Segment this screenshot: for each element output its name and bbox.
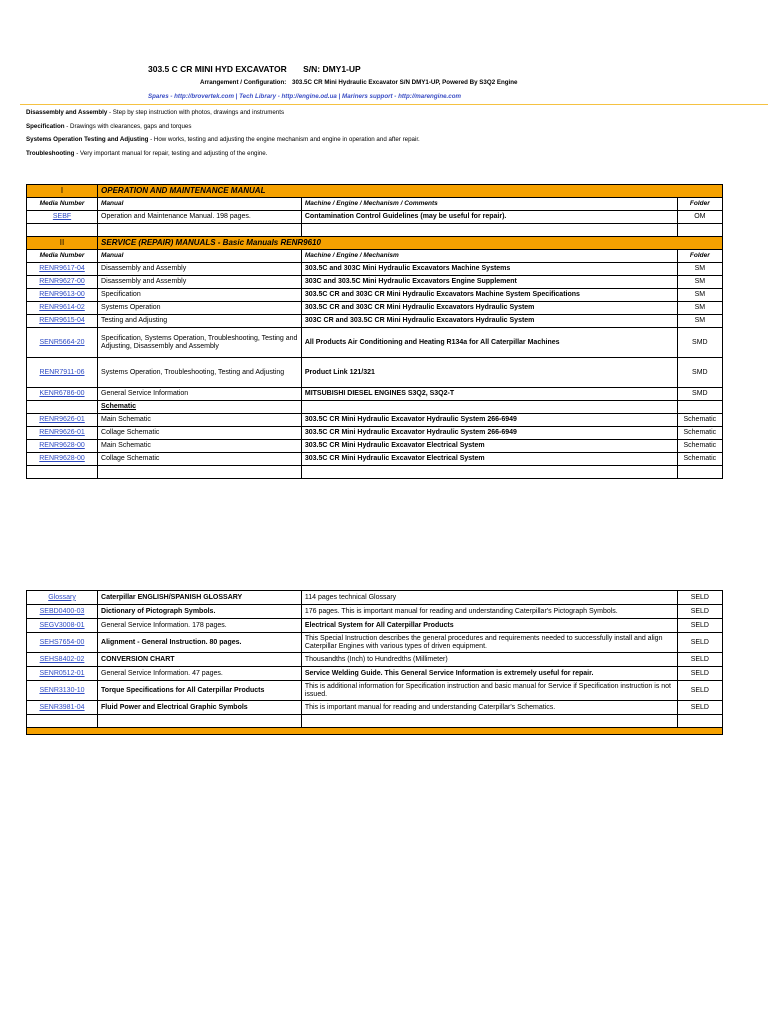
media-number-link[interactable]: RENR9617-04: [27, 263, 98, 276]
empty-cell: [301, 715, 677, 728]
table-row: [27, 358, 723, 388]
column-header: Manual: [98, 198, 302, 211]
empty-cell: [27, 715, 98, 728]
legend-troubleshooting: Troubleshooting - Very important manual for repair, testing and adjusting of the engine.: [26, 150, 268, 157]
manual-cell: Specification: [98, 289, 302, 302]
table-row: [27, 289, 723, 302]
section-header-row: [27, 237, 723, 250]
legend-disassembly: Disassembly and Assembly - Step by step instruction with photos, drawings and instruments: [26, 109, 285, 116]
manual-cell: Disassembly and Assembly: [98, 263, 302, 276]
folder-cell: SMD: [677, 328, 722, 358]
machine-cell: This is additional information for Specification instruction and basic manual for Service if Specification instruction is not issued.: [301, 681, 677, 701]
table-row: [27, 388, 723, 401]
footer-bar-cell: [27, 728, 723, 735]
media-number-link[interactable]: RENR9614-02: [27, 302, 98, 315]
machine-cell: 114 pages technical Glossary: [301, 591, 677, 605]
machine-cell: 303.5C CR Mini Hydraulic Excavator Hydraulic System 266-6949: [301, 414, 677, 427]
empty-cell: [677, 466, 722, 479]
media-number-link[interactable]: KENR6786-00: [27, 388, 98, 401]
arrangement-line: [200, 79, 517, 86]
table-row: [27, 605, 723, 619]
manual-cell: Alignment - General Instruction. 80 pages.: [98, 633, 302, 653]
folder-cell: SELD: [677, 701, 722, 715]
table-row: [27, 619, 723, 633]
media-number-link[interactable]: RENR9626-01: [27, 414, 98, 427]
media-number-link[interactable]: RENR9628-00: [27, 453, 98, 466]
empty-cell: [677, 401, 722, 414]
empty-cell: [301, 401, 677, 414]
table-row: [27, 591, 723, 605]
manual-cell: Operation and Maintenance Manual. 198 pages.: [98, 211, 302, 224]
folder-cell: Schematic: [677, 453, 722, 466]
section-number: I: [27, 185, 98, 198]
folder-cell: SELD: [677, 667, 722, 681]
table-row: [27, 276, 723, 289]
manual-cell: Caterpillar ENGLISH/SPANISH GLOSSARY: [98, 591, 302, 605]
empty-row: [27, 466, 723, 479]
column-header-row: [27, 250, 723, 263]
media-number-link[interactable]: SEBF: [27, 211, 98, 224]
media-number-link[interactable]: RENR9613-00: [27, 289, 98, 302]
manual-cell: General Service Information: [98, 388, 302, 401]
folder-cell: SELD: [677, 653, 722, 667]
schematic-row: [27, 414, 723, 427]
document-title: [148, 64, 361, 74]
empty-cell: [301, 224, 677, 237]
machine-cell: Electrical System for All Caterpillar Products: [301, 619, 677, 633]
empty-cell: [677, 715, 722, 728]
folder-cell: SELD: [677, 591, 722, 605]
schematic-label: Schematic: [98, 401, 302, 414]
schematic-label-row: [27, 401, 723, 414]
table-row: [27, 302, 723, 315]
column-header: Media Number: [27, 198, 98, 211]
machine-cell: 303.5C CR Mini Hydraulic Excavator Hydraulic System 266-6949: [301, 427, 677, 440]
title-text: 303.5 C CR MINI HYD EXCAVATOR: [148, 64, 287, 74]
empty-cell: [27, 466, 98, 479]
empty-cell: [98, 715, 302, 728]
machine-cell: 176 pages. This is important manual for reading and understanding Caterpillar's Pictograph Symbols.: [301, 605, 677, 619]
manual-cell: Specification, Systems Operation, Troubleshooting, Testing and Adjusting, Disassembly and Assembly: [98, 328, 302, 358]
table-row: [27, 315, 723, 328]
machine-cell: 303C and 303.5C Mini Hydraulic Excavators Engine Supplement: [301, 276, 677, 289]
empty-cell: [301, 466, 677, 479]
manual-cell: Systems Operation, Troubleshooting, Testing and Adjusting: [98, 358, 302, 388]
media-number-link[interactable]: RENR9626-01: [27, 427, 98, 440]
manual-cell: Fluid Power and Electrical Graphic Symbols: [98, 701, 302, 715]
manual-cell: CONVERSION CHART: [98, 653, 302, 667]
machine-cell: 303.5C and 303C Mini Hydraulic Excavators Machine Systems: [301, 263, 677, 276]
column-header: Media Number: [27, 250, 98, 263]
folder-cell: SM: [677, 315, 722, 328]
schematic-row: [27, 427, 723, 440]
schematic-row: [27, 453, 723, 466]
table-row: [27, 211, 723, 224]
machine-cell: Thousandths (Inch) to Hundredths (Millimeter): [301, 653, 677, 667]
table-row: [27, 701, 723, 715]
folder-cell: Schematic: [677, 414, 722, 427]
media-number-link[interactable]: SEHS7654-00: [27, 633, 98, 653]
table-row: [27, 681, 723, 701]
machine-cell: Product Link 121/321: [301, 358, 677, 388]
media-number-link[interactable]: SENR0512-01: [27, 667, 98, 681]
media-number-link[interactable]: SENR3981-04: [27, 701, 98, 715]
machine-cell: 303.5C CR Mini Hydraulic Excavator Electrical System: [301, 440, 677, 453]
machine-cell: 303.5C CR Mini Hydraulic Excavator Electrical System: [301, 453, 677, 466]
serial-number: S/N: DMY1-UP: [303, 64, 361, 74]
section-title: SERVICE (REPAIR) MANUALS - Basic Manuals RENR9610: [98, 237, 723, 250]
media-number-link[interactable]: SENR3130-10: [27, 681, 98, 701]
folder-cell: SM: [677, 263, 722, 276]
general-info-table: [26, 590, 723, 735]
column-header: Folder: [677, 250, 722, 263]
empty-cell: [27, 401, 98, 414]
table-row: [27, 667, 723, 681]
table-row: [27, 653, 723, 667]
section-number: II: [27, 237, 98, 250]
legend-specification: Specification - Drawings with clearances, gaps and torques: [26, 123, 192, 130]
media-number-link[interactable]: SEGV3008-01: [27, 619, 98, 633]
empty-cell: [677, 224, 722, 237]
legend-systems-operation: Systems Operation Testing and Adjusting - How works, testing and adjusting the engine mechanism and engine in operation and after repair.: [26, 136, 420, 143]
media-number-link[interactable]: Glossary: [27, 591, 98, 605]
column-header-row: [27, 198, 723, 211]
media-number-link[interactable]: RENR9628-00: [27, 440, 98, 453]
manual-cell: Testing and Adjusting: [98, 315, 302, 328]
machine-cell: All Products Air Conditioning and Heating R134a for All Caterpillar Machines: [301, 328, 677, 358]
section-title: OPERATION AND MAINTENANCE MANUAL: [98, 185, 723, 198]
footer-bar: [27, 728, 723, 735]
folder-cell: Schematic: [677, 427, 722, 440]
support-links[interactable]: Spares - http://brovertek.com | Tech Library - http://engine.od.ua | Mariners support - http://marengine.com: [148, 93, 461, 100]
folder-cell: SELD: [677, 605, 722, 619]
manual-cell: Collage Schematic: [98, 453, 302, 466]
media-number-link[interactable]: RENR9615-04: [27, 315, 98, 328]
machine-cell: Service Welding Guide. This General Service Information is extremely useful for repair.: [301, 667, 677, 681]
folder-cell: Schematic: [677, 440, 722, 453]
table-row: [27, 263, 723, 276]
arrangement-value: 303.5C CR Mini Hydraulic Excavator S/N DMY1-UP, Powered By S3Q2 Engine: [292, 79, 518, 86]
media-number-link[interactable]: SENR5664-20: [27, 328, 98, 358]
manual-cell: Systems Operation: [98, 302, 302, 315]
folder-cell: SMD: [677, 388, 722, 401]
column-header: Machine / Engine / Mechanism: [301, 250, 677, 263]
empty-row: [27, 224, 723, 237]
empty-cell: [98, 466, 302, 479]
manual-cell: Main Schematic: [98, 440, 302, 453]
arrangement-label: Arrangement / Configuration:: [200, 79, 287, 86]
column-header: Folder: [677, 198, 722, 211]
manual-cell: Collage Schematic: [98, 427, 302, 440]
column-header: Machine / Engine / Mechanism / Comments: [301, 198, 677, 211]
manuals-table: [26, 184, 723, 479]
header-divider: [20, 104, 768, 105]
empty-cell: [98, 224, 302, 237]
folder-cell: SM: [677, 289, 722, 302]
machine-cell: 303.5C CR and 303C CR Mini Hydraulic Excavators Hydraulic System: [301, 302, 677, 315]
folder-cell: SMD: [677, 358, 722, 388]
media-number-link[interactable]: SEHS8402-02: [27, 653, 98, 667]
folder-cell: SELD: [677, 681, 722, 701]
manual-cell: Disassembly and Assembly: [98, 276, 302, 289]
folder-cell: SELD: [677, 633, 722, 653]
machine-cell: This is important manual for reading and understanding Caterpillar's Schematics.: [301, 701, 677, 715]
column-header: Manual: [98, 250, 302, 263]
machine-cell: Contamination Control Guidelines (may be useful for repair).: [301, 211, 677, 224]
machine-cell: This Special Instruction describes the general procedures and requirements needed to successfully install and align Caterpillar Engines with various types of driven equipment.: [301, 633, 677, 653]
schematic-row: [27, 440, 723, 453]
folder-cell: SELD: [677, 619, 722, 633]
folder-cell: SM: [677, 302, 722, 315]
manual-cell: Dictionary of Pictograph Symbols.: [98, 605, 302, 619]
table-row: [27, 328, 723, 358]
machine-cell: 303C CR and 303.5C CR Mini Hydraulic Excavators Hydraulic System: [301, 315, 677, 328]
folder-cell: OM: [677, 211, 722, 224]
manual-cell: General Service Information. 178 pages.: [98, 619, 302, 633]
section-header-row: [27, 185, 723, 198]
machine-cell: MITSUBISHI DIESEL ENGINES S3Q2, S3Q2-T: [301, 388, 677, 401]
media-number-link[interactable]: RENR9627-00: [27, 276, 98, 289]
manual-cell: Main Schematic: [98, 414, 302, 427]
table-row: [27, 633, 723, 653]
machine-cell: 303.5C CR and 303C CR Mini Hydraulic Excavators Machine System Specifications: [301, 289, 677, 302]
empty-cell: [27, 224, 98, 237]
empty-row: [27, 715, 723, 728]
manual-cell: Torque Specifications for All Caterpillar Products: [98, 681, 302, 701]
media-number-link[interactable]: SEBD0400-03: [27, 605, 98, 619]
folder-cell: SM: [677, 276, 722, 289]
manual-cell: General Service Information. 47 pages.: [98, 667, 302, 681]
media-number-link[interactable]: RENR7911-06: [27, 358, 98, 388]
